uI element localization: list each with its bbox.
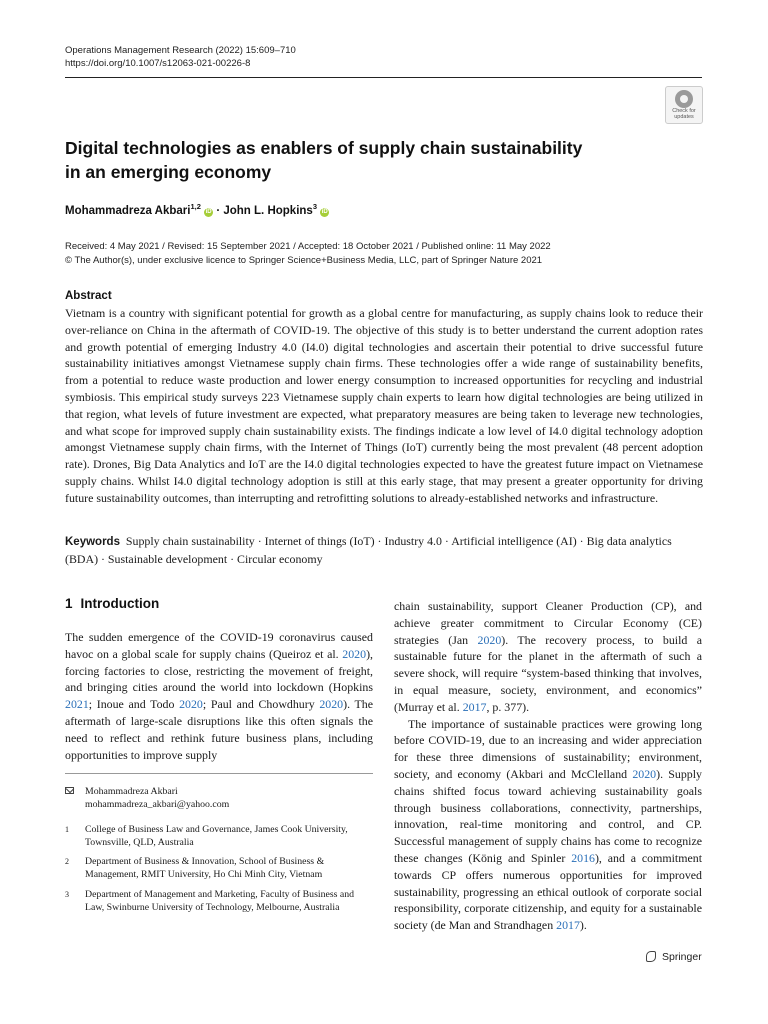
body-text: ), and a commitment towards CP offers numerous opportunities for improved sustainability, progressing an ethical outlook of corporate social responsibility, corporate citizenship, and equity for a sustainable society (de Man and Strandhagen — [394, 850, 702, 933]
author-name[interactable]: Mohammadreza Akbari — [65, 204, 191, 217]
springer-horse-icon — [646, 951, 656, 962]
affiliation-text: College of Business Law and Governance, James Cook University, Townsville, QLD, Australia — [85, 824, 348, 849]
affiliation-footnote — [65, 823, 373, 849]
author-separator: · — [213, 204, 224, 217]
citation-link[interactable]: 2020 — [319, 697, 344, 712]
title-line-2: in an emerging economy — [65, 162, 272, 182]
affiliation-text: Department of Business & Innovation, School of Business & Management, RMIT University, Ho Chi Minh City, Vietnam — [85, 856, 325, 881]
citation-link[interactable]: 2017 — [462, 699, 487, 714]
body-text: , p. 377). — [486, 699, 530, 714]
citation-link[interactable]: 2021 — [65, 697, 89, 712]
body-text: The importance of sustainable practices were growing long before COVID-19, due to an increasing and wider appreciation for these three dimensions of sustainability; environment, society, and economy (Akbari and McClelland — [394, 716, 702, 781]
orcid-icon[interactable]: iD — [205, 208, 212, 215]
body-text: ). Supply chains shifted focus toward achieving sustainability goals through business collaborations, connectivity, partnerships, innovation, real-time monitoring and control, and CP. Successful management of supply chains has come to recognize these changes (König and Spinler — [394, 766, 702, 865]
body-text: ). The recovery process, to build a sustainable future for the planet in the aftermath of such a severe shock, will require “system-based thinking that involves, in equal measure, society, environment, and economics” (Murray et al. — [394, 632, 702, 714]
article-history — [65, 240, 705, 267]
contact-name: Mohammadreza Akbari — [85, 786, 178, 797]
footnote-rule — [65, 773, 373, 774]
citation-link[interactable]: 2020 — [632, 766, 657, 781]
body-text: chain sustainability, support Cleaner Production (CP), and achieve greater commitment to Circular Economy (CE) strategies (Jan — [394, 599, 702, 647]
corresponding-author-footnote — [65, 785, 373, 811]
citation-link[interactable]: 2017 — [556, 918, 580, 933]
citation-link[interactable]: 2020 — [179, 697, 203, 712]
affiliation-mark: 1 — [65, 825, 69, 834]
abstract-text: Vietnam is a country with significant potential for growth as a global centre for manufacturing, as supply chains look to reduce their over-reliance on China in the aftermath of COVID-19. The objective of this study is to better understand the current adoption rates and growth potential of emerging Industry 4.0 (I4.0) digital technologies and ascertain their potential to drive successful future sustainability initiatives amongst Vietnamese supply chain firms. These technologies offer a wide range of sustainability benefits, from a potential to reduce waste production and lower energy consumption to increased opportunities for recycling and industrial symbiosis. This empirical study surveys 223 Vietnamese supply chain experts to learn how digital technologies are being utilized in that region, what levels of future investment are expected, what preparatory measures are being taken to leverage new technologies, and what scope for improved supply chain sustainability exists. The findings indicate a low level of I4.0 digital technology adoption amongst Vietnamese supply chain firms, with the Internet of Things (IoT) currently being the most prevalent (48 percent adoption rate). Drones, Big Data Analytics and IoT are the I4.0 digital technologies expected to have the greatest future impact on Vietnamese supply chains. Whilst I4.0 digital technology adoption is still at this early stage, that may present a greater opportunity for driving future sustainability outcomes, than interrupting and retrofitting solutions to already-established networks and infrastructure. — [65, 306, 703, 505]
journal-header — [65, 44, 296, 70]
check-for-updates-badge[interactable] — [665, 86, 703, 124]
crossmark-label-line-1: Check for — [672, 108, 696, 114]
affiliation-mark: 2 — [65, 857, 69, 866]
keywords-list: Supply chain sustainability · Internet of things (IoT) · Industry 4.0 · Artificial intelligence (AI) · Big data analytics (BDA) · Sustainable development · Circular economy — [65, 534, 672, 566]
citation-link[interactable]: 2020 — [477, 632, 502, 647]
publisher-logo — [646, 951, 702, 963]
body-text: ; Paul and Chowdhury — [202, 697, 320, 712]
affiliation-footnote — [65, 855, 373, 881]
title-line-1: Digital technologies as enablers of supply chain sustainability — [65, 138, 583, 158]
body-text: ). — [579, 918, 587, 933]
journal-citation: Operations Management Research (2022) 15:609–710 — [65, 45, 296, 56]
envelope-icon — [65, 787, 74, 794]
body-text: ; Inoue and Todo — [88, 697, 180, 712]
body-text: ). The aftermath of large-scale disruptions like this often signals the need to reflect and rethink future business plans, including opportunities to improve supply — [65, 697, 373, 762]
affiliation-footnote — [65, 888, 373, 914]
copyright-line: © The Author(s), under exclusive licence to Springer Science+Business Media, LLC, part of Springer Nature 2021 — [65, 254, 543, 266]
body-paragraph — [65, 629, 373, 763]
body-paragraph — [394, 716, 702, 934]
citation-link[interactable]: 2016 — [571, 850, 595, 865]
section-number: 1 — [65, 596, 73, 611]
section-heading-introduction — [65, 596, 159, 611]
crossmark-label-line-2: updates — [674, 114, 694, 120]
body-text: ), forcing factories to close, restricting the movement of freight, and bringing cities around the world into lockdown (Hopkins — [65, 646, 373, 695]
section-title: Introduction — [80, 596, 160, 611]
header-rule — [65, 77, 702, 78]
crossmark-icon — [675, 90, 693, 108]
body-column-left — [65, 629, 373, 763]
abstract-heading: Abstract — [65, 290, 112, 302]
publisher-name: Springer — [662, 951, 702, 963]
author-affiliation-marks: 3 — [312, 202, 317, 211]
body-paragraph — [394, 598, 702, 716]
orcid-icon[interactable]: iD — [321, 208, 328, 215]
body-column-right — [394, 598, 702, 934]
keywords-label: Keywords — [65, 536, 120, 548]
author-list — [65, 202, 329, 217]
author-affiliation-marks: 1,2 — [190, 202, 201, 211]
keywords-block — [65, 533, 703, 568]
body-text: The sudden emergence of the COVID-19 coronavirus caused havoc on a global scale for supply chains (Queiroz et al. — [65, 630, 373, 661]
citation-link[interactable]: 2020 — [342, 646, 367, 661]
affiliation-mark: 3 — [65, 890, 69, 899]
history-dates: Received: 4 May 2021 / Revised: 15 September 2021 / Accepted: 18 October 2021 / Published online: 11 May 2022 — [65, 241, 551, 252]
contact-email[interactable]: mohammadreza_akbari@yahoo.com — [85, 799, 230, 811]
author-name[interactable]: John L. Hopkins — [223, 204, 313, 217]
doi-link[interactable]: https://doi.org/10.1007/s12063-021-00226-8 — [65, 58, 251, 69]
article-title — [65, 136, 665, 184]
affiliation-text: Department of Management and Marketing, Faculty of Business and Law, Swinburne University of Technology, Melbourne, Australia — [85, 889, 355, 914]
